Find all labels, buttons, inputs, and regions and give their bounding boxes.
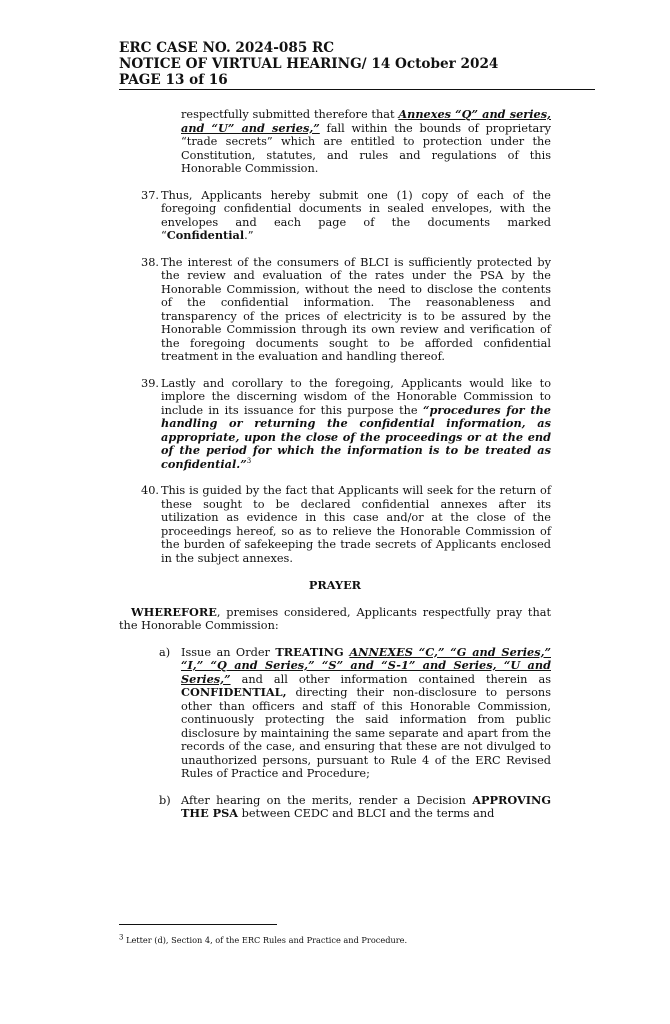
paragraph-number: 37. xyxy=(141,188,159,202)
continued-paragraph: respectfully submitted therefore that Annexes “Q” and series, and “U” and series,” fall within the bounds of proprietary “trade secrets” which are entitled to protection under the Constitution, statutes, and rules and regulations of this Honorable Commission. xyxy=(181,107,551,175)
document-header xyxy=(119,40,595,90)
footnote xyxy=(119,935,407,945)
annexes-reference: Annexes “Q” and series, and “U” and series,” xyxy=(181,107,551,135)
paragraph-38 xyxy=(119,256,551,364)
paragraph-text: The interest of the consumers of BLCI is sufficiently protected by the review and evaluation of the rates under the PSA by the Honorable Commission, without the need to disclose the contents of the confidential information. The reasonableness and transparency of the prices of electricity is to be assured by the Honorable Commission through its own review and verification of the foregoing documents sought to be afforded confidential treatment in the evaluation and handling thereof. xyxy=(161,255,551,363)
item-text: After hearing on the merits, render a Decision APPROVING THE PSA between CEDC and BLCI and the terms and xyxy=(181,792,551,820)
paragraph-39 xyxy=(119,377,551,472)
prayer-heading: PRAYER xyxy=(308,578,362,592)
paragraph-40 xyxy=(119,484,551,565)
paragraph-number: 40. xyxy=(141,484,159,497)
footnote-number: 3 xyxy=(119,933,124,942)
item-letter: a) xyxy=(159,645,171,659)
quoted-procedure: “procedures for the handling or returning the confidential information, as appropriate, upon the close of the proceedings or at the end of the period for which the information is to be treated as confidential.” xyxy=(161,402,551,471)
notice-title: NOTICE OF VIRTUAL HEARING/ 14 October 2024 xyxy=(119,56,499,72)
prayer-item-b xyxy=(119,794,551,821)
prayer-intro: WHEREFORE, premises considered, Applicants respectfully pray that the Honorable Commission: xyxy=(119,604,551,632)
paragraph-number: 38. xyxy=(141,255,159,269)
item-text: Issue an Order TREATING ANNEXES “C,” “G and Series,” “I,” “Q and Series,” “S” and “S-1” and Series, “U and Series,” and all other information contained therein as CONFIDENTIAL, directing their non-disclosure to persons other than officers and staff of this Honorable Commission, continuously protecting the said information from public disclosure by maintaining the same separate and apart from the records of the case, and ensuring that these are not divulged to unauthorized persons, pursuant to Rule 4 of the ERC Revised Rules of Practice and Procedure; xyxy=(181,644,551,780)
prayer-item-a xyxy=(119,646,551,781)
footnote-divider xyxy=(119,924,277,925)
page-number: PAGE 13 of 16 xyxy=(119,72,228,88)
paragraph-text: Thus, Applicants hereby submit one (1) copy of each of the foregoing confidential documents in sealed envelopes, with the envelopes and each page of the documents marked “Confidential.” xyxy=(161,188,551,242)
case-number: ERC CASE NO. 2024-085 RC xyxy=(119,40,335,56)
annexes-list: ANNEXES “C,” “G and Series,” “I,” “Q and Series,” “S” and “S-1” and Series, “U and Series,” xyxy=(181,644,551,686)
paragraph-37 xyxy=(119,189,551,243)
footnote-text: Letter (d), Section 4, of the ERC Rules and Practice and Procedure. xyxy=(123,935,408,945)
paragraph-text: Lastly and corollary to the foregoing, Applicants would like to implore the discerning wisdom of the Honorable Commission to include in its issuance for this purpose the “procedures for the handling or returning the confidential information, as appropriate, upon the close of the proceedings or at the end of the period for which the information is to be treated as confidential.”$^3$ xyxy=(161,376,551,471)
footnote-reference: 3 xyxy=(246,456,252,465)
paragraph-number: 39. xyxy=(141,376,159,390)
item-letter: b) xyxy=(159,793,171,807)
document-body xyxy=(119,108,551,821)
paragraph-text: This is guided by the fact that Applicants will seek for the return of these sought to be declared confidential annexes after its utilization as evidence in this case and/or at the close of the proceedings hereof, so as to relieve the Honorable Commission of the burden of safekeeping the trade secrets of Applicants enclosed in the subject annexes. xyxy=(161,484,551,565)
